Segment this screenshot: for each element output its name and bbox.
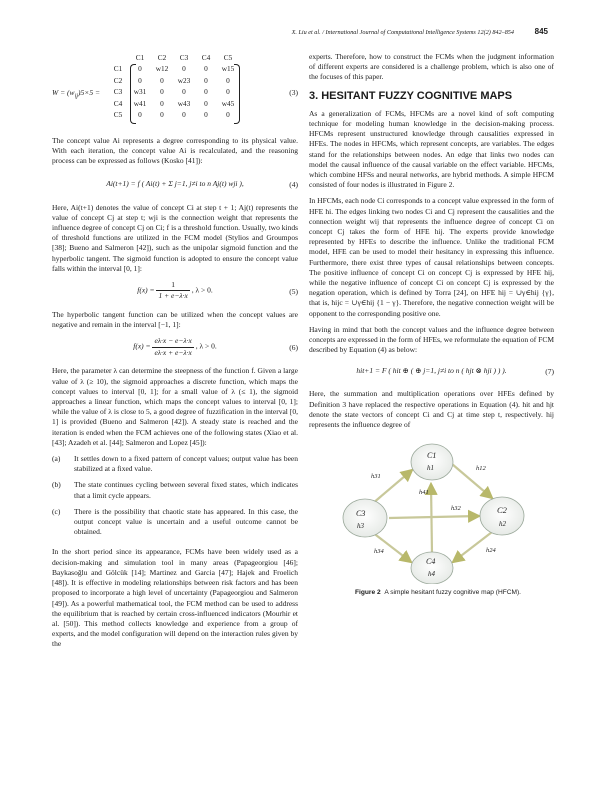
matrix-cell: w31 <box>133 87 147 97</box>
matrix-cell: 0 <box>160 98 164 108</box>
matrix-row-header: C3 <box>113 87 123 97</box>
eq7-body: hit+1 = F ( hit ⊕ ( ⊕ j=1, j≠i to n ( hjt ⊗ hji ) ) ). <box>356 366 507 376</box>
edge-label-h34: h34 <box>374 548 384 556</box>
paragraph: Here, Ai(t+1) denotes the value of concept Ci at step t + 1; Aj(t) represents the value of concept Cj at step t; wji is the connection weight that represents the influence degree of concept Cj on Ci; f is a threshold function. Usually, two kinds of threshold functions are utilized in the FCM model (Stylios and Groumpos [38]; Bueno and Salmeron [42]), such as the unipolar sigmoid function and the hyperbolic tangent. The sigmoid function is adopted to ensure the concept value falls within the interval [0, 1]: <box>52 202 298 273</box>
matrix-row-header: C4 <box>113 98 123 108</box>
edge-label-h41: h41 <box>419 489 429 497</box>
eq5-denominator: 1 + e−λ·x <box>158 291 188 301</box>
matrix-cell: 0 <box>182 87 186 97</box>
equation-7 <box>309 361 554 383</box>
matrix-col-header: C3 <box>179 53 189 62</box>
node-h-c4: h4 <box>428 570 435 579</box>
matrix-cell: 0 <box>138 110 142 120</box>
matrix-cell: w43 <box>177 98 191 108</box>
matrix-cell: 0 <box>204 87 208 97</box>
matrix-cell: 0 <box>160 110 164 120</box>
matrix-col-header: C1 <box>135 53 145 62</box>
node-h-c2: h2 <box>499 520 506 529</box>
running-header <box>0 26 600 40</box>
matrix-cell: 0 <box>138 64 142 74</box>
matrix-lhs: $W = (w_{ij})5\times 5$ = <box>52 88 101 100</box>
node-label-c4: C4 <box>426 557 436 567</box>
paragraph: Here, the summation and multiplication operations over HFEs defined by Definition 3 have replaced the respective operations in Equation (4). hit and hjt denote the state vectors of concept Ci and Cj at time step t, respectively. hij represents the influence degree of <box>309 389 554 430</box>
eq6-numerator: eλ·x − e−λ·x <box>152 336 193 347</box>
matrix-col-header: C5 <box>223 53 233 62</box>
matrix-cell: 0 <box>182 110 186 120</box>
matrix-row-header: C2 <box>113 75 123 85</box>
paragraph: As a generalization of FCMs, HFCMs are a novel kind of soft computing technique for modeling human knowledge in the decision-making process. HFCMs represent unstructured knowledge through causalities expressed in HFEs. The nodes in HFCMs, which represent concepts, are variables. The edges stand for the relationships between nodes. An edge that links two nodes can model the causal influence of the causal variable on the effect variable. HFCMs, which combine HFSs and neural networks, are hybrid methods. A simple HFCM consisted of four nodes is illustrated in Figure 2. <box>309 108 554 190</box>
eq6-fraction <box>152 336 193 357</box>
eq-number-7: (7) <box>545 367 554 377</box>
eq-number-4: (4) <box>289 179 298 189</box>
matrix-cell: 0 <box>204 110 208 120</box>
matrix-cell: 0 <box>204 64 208 74</box>
caption-text: A simple hesitant fuzzy cognitive map (HFCM). <box>384 589 522 597</box>
matrix-row-header: C1 <box>113 64 123 74</box>
list-item: (a) It settles down to a fixed pattern of concept values; output value has been stabilized at a fixed value. <box>52 454 298 474</box>
eq6-denominator: eλ·x + e−λ·x <box>154 347 192 357</box>
eq-number-3: (3) <box>289 88 298 97</box>
node-label-c2: C2 <box>497 505 507 516</box>
eq5-numerator: 1 <box>156 280 189 291</box>
matrix-col-header: C4 <box>201 53 211 62</box>
state-list <box>52 454 298 537</box>
matrix-cell: 0 <box>138 75 142 85</box>
figure-2-hfcm-diagram <box>309 436 554 597</box>
node-h-c3: h3 <box>357 522 364 531</box>
figure-caption <box>355 588 525 597</box>
eq-number-5: (5) <box>289 286 298 296</box>
node-c1 <box>411 444 453 480</box>
node-h-c1: h1 <box>427 464 434 473</box>
section-heading: 3. HESITANT FUZZY COGNITIVE MAPS <box>309 89 513 102</box>
running-head-text: X. Liu et al. / International Journal of Computational Intelligence Systems 12(2) 842–854 <box>291 29 514 36</box>
matrix-cell: w41 <box>133 98 147 108</box>
matrix-cell: 0 <box>182 64 186 74</box>
eq5-fraction <box>156 280 189 301</box>
matrix-grid <box>107 52 239 120</box>
edge-label-h24: h24 <box>486 547 496 555</box>
paragraph: The hyperbolic tangent function can be utilized when the concept values are negative and remain in the interval [−1, 1]: <box>52 310 298 330</box>
edge-label-h31: h31 <box>371 473 381 481</box>
edge-c1-c2 <box>452 464 492 498</box>
matrix-cell: 0 <box>226 75 230 85</box>
eq4-body: Ai(t+1) = f ( Ai(t) + Σ j=1, j≠i to n Aj(t) wji ), <box>106 178 244 188</box>
node-label-c1: C1 <box>427 451 437 461</box>
matrix-col-header: C2 <box>157 53 167 62</box>
caption-label: Figure 2 <box>355 589 381 597</box>
matrix-row-header: C5 <box>113 110 123 120</box>
eq-number-6: (6) <box>289 343 298 353</box>
matrix-cell: 0 <box>226 87 230 97</box>
equation-6 <box>52 336 298 360</box>
equation-3-matrix <box>52 52 298 136</box>
equation-5 <box>52 280 298 304</box>
paragraph: Here, the parameter λ can determine the steepness of the function f. Given a large value of λ (≥ 10), the sigmoid approaches a discrete function, which maps the concept values to interval [0, 1]; for a small value of λ (≤ 1), the sigmoid approaches a linear function, which maps the concept values to interval [0, 1]; while the value of λ is close to 5, a good degree of fuzzification in the interval [0, 1] is provided (Bueno and Salmeron [42]). A steady state is reached and the iteration is ended when the FCM achieves one of the following states (Xiao et al. [43]; Azadeh et al. [44]; Salmeron and Lopez [45]): <box>52 366 298 447</box>
matrix-cell: 0 <box>160 87 164 97</box>
eq5-lhs: f(x) = <box>137 285 155 295</box>
matrix-cell: w45 <box>221 98 235 108</box>
eq6-lhs: f(x) = <box>133 341 151 351</box>
list-item: (b) The state continues cycling between several fixed states, which indicates that a limit cycle appears. <box>52 480 298 500</box>
matrix-cell: w23 <box>177 75 191 85</box>
paragraph: experts. Therefore, how to construct the FCMs when the judgment information of different experts are considered is a challenge problem, which is also one of the focuses of this paper. <box>309 52 554 82</box>
matrix-cell: 0 <box>160 75 164 85</box>
paragraph: In HFCMs, each node Ci corresponds to a concept value expressed in the form of HFE hi. The edges linking two nodes Ci and Cj represent the causalities and the connection weight wij that represents the influence degree of concept Ci on concept Cj takes the form of HFE hij. The experts provide knowledge represented by HFEs to describe the influence. Unlike the traditional FCM model, HFE can be used to model their hesitancy in expressing this influence. Furthermore, there exist three types of causal relationships between concepts. The positive influence of concept Ci on concept Cj is expressed by HFE hij, while the negative influence of concept Ci on concept Cj is expressed by the negation operation, which is defined by Torra [24], on HFE hij = ∪γ∈hij {γ}, that is, hijc = ∪γ∈hij {1 − γ}. Therefore, the negative connection weight will be opponent to the corresponding positive one. <box>309 196 554 318</box>
paragraph: In the short period since its appearance, FCMs have been widely used as a decision-making and simulation tool in many areas (Papageorgiou [46]; Baykasoğlu and Gölcük [14]; Martinez and Garcia [47]; Hajek and Froelich [48]). It is effective in modeling relationships between risk factors and has been proposed to incorporate a high level of uncertainty (Papageorgiou and Salmeron [49]). As a powerful mathematical tool, the FCM method can be used to address the equilibrium that is reached by certain cross-influenced indicators (Mourhir et al. [50]). This method collects knowledge and experience from a group of experts, and the model configuration will depend on the interaction rules given by the <box>52 547 298 649</box>
node-c3 <box>343 499 387 537</box>
matrix-cell: 0 <box>204 75 208 85</box>
edge-label-h12: h12 <box>476 465 486 473</box>
paragraph: The concept value Ai represents a degree corresponding to its physical value. With each iteration, the concept value Ai is recalculated, and the reasoning process can be expressed as follows (Kosko [41]): <box>52 136 298 166</box>
matrix-cell: w12 <box>155 64 169 74</box>
matrix-cell: w15 <box>221 64 235 74</box>
hfcm-diagram <box>309 436 554 584</box>
edge-c3-c4 <box>372 532 411 562</box>
edge-c3-c2 <box>389 516 479 518</box>
right-column <box>309 52 554 597</box>
equation-4 <box>52 173 298 197</box>
eq6-rhs: , λ > 0. <box>195 341 217 351</box>
matrix-corner <box>107 52 129 63</box>
page-number: 845 <box>534 27 548 36</box>
paragraph: Having in mind that both the concept values and the influence degree between concepts are expressed in the form of HFEs, we reformulate the equation of FCM described by Equation (4) as below: <box>309 324 554 355</box>
list-item: (c) There is the possibility that chaotic state has appeared. In this case, the output concept value is uncertain and a useful outcome cannot be obtained. <box>52 506 298 537</box>
matrix-cell: 0 <box>204 98 208 108</box>
node-label-c3: C3 <box>356 509 366 519</box>
edge-c4-c1 <box>431 484 432 554</box>
node-c2 <box>480 497 524 535</box>
edge-label-h32: h32 <box>451 505 461 513</box>
left-column <box>52 52 298 656</box>
eq5-rhs: , λ > 0. <box>191 285 213 295</box>
matrix-cell: 0 <box>226 110 230 120</box>
